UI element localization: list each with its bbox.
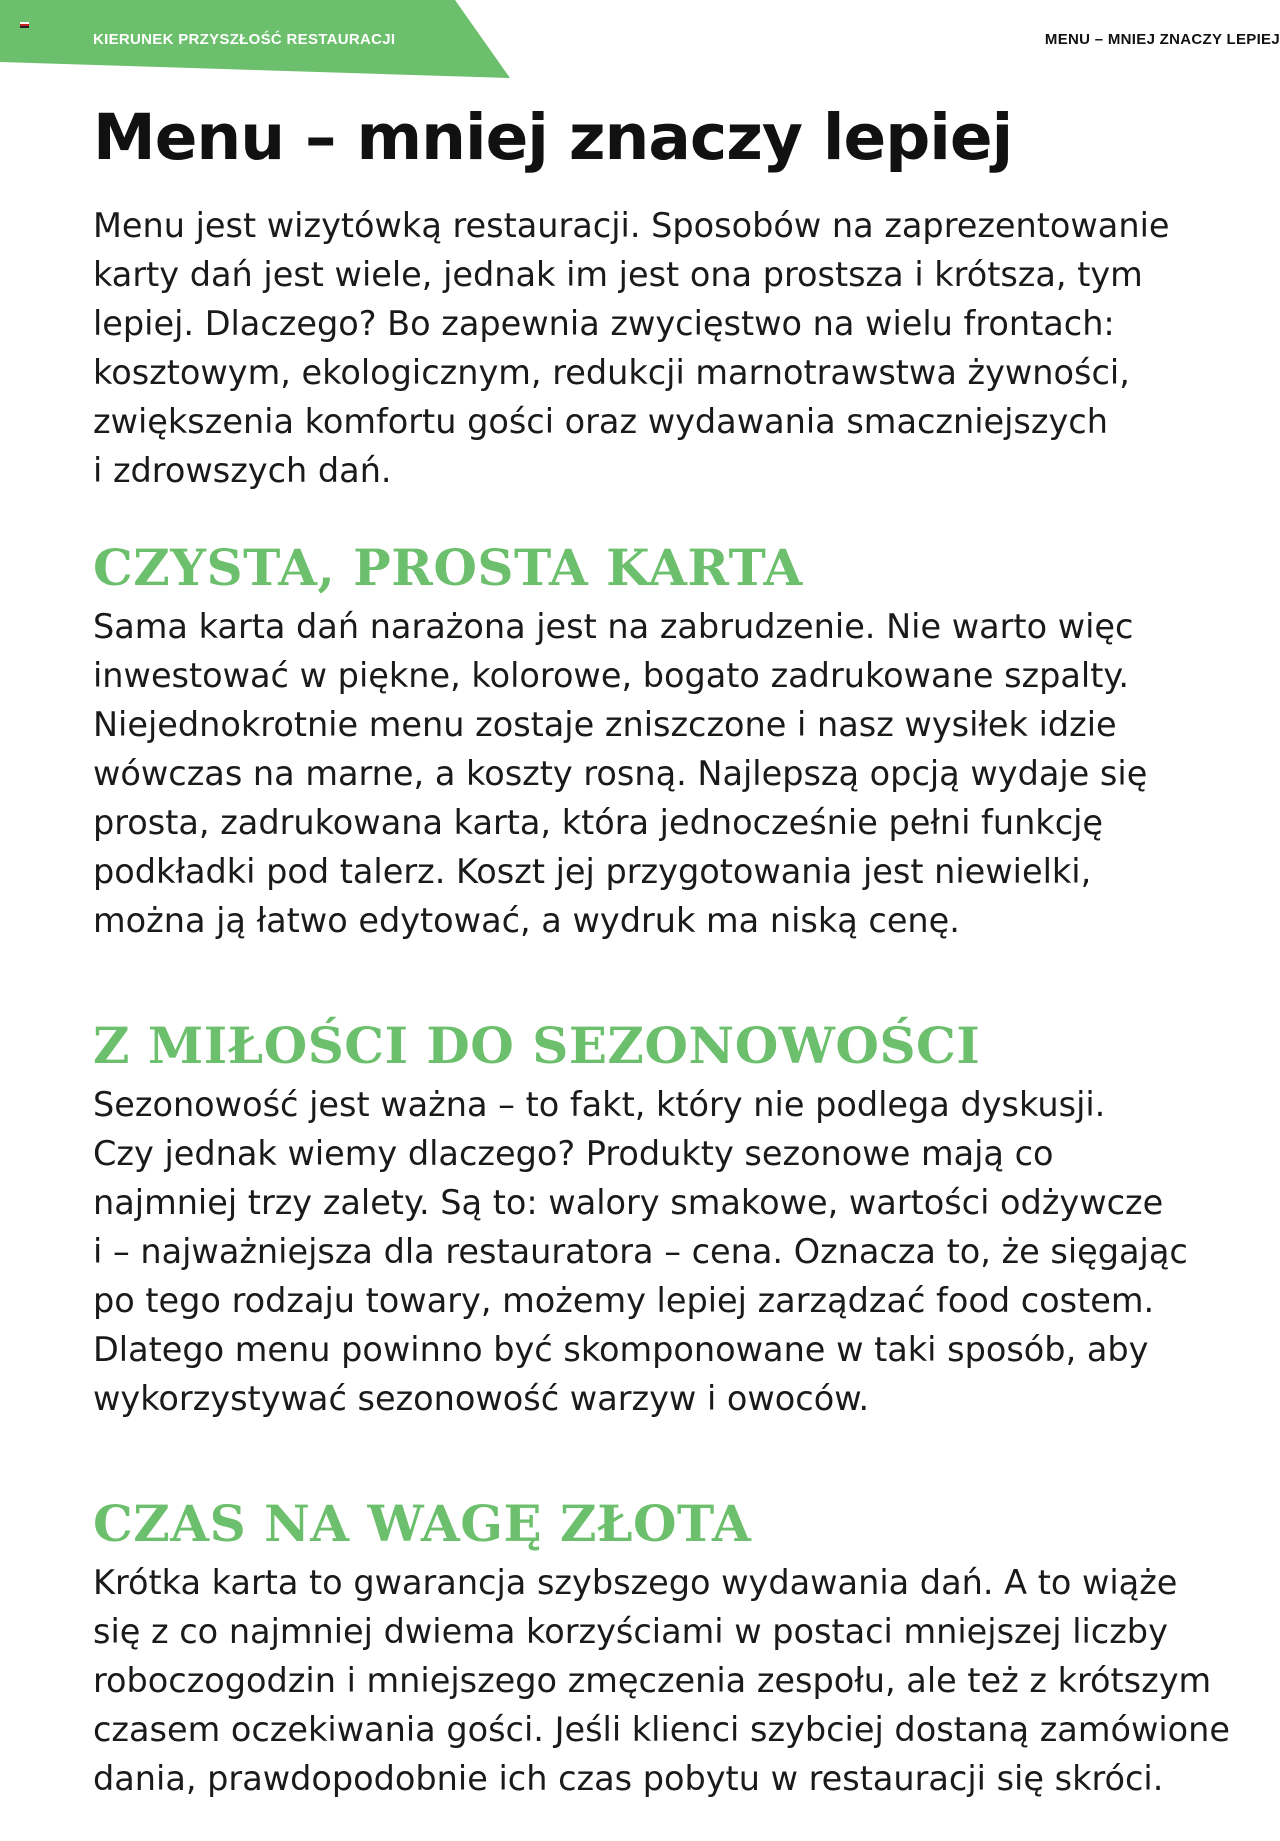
flag-icon xyxy=(20,22,29,28)
article xyxy=(93,98,1273,1803)
section-heading-time: CZAS NA WAGĘ ZŁOTA xyxy=(93,1494,752,1553)
section-body-seasonality: Sezonowość jest ważna – to fakt, który nie podlega dyskusji. Czy jednak wiemy dlaczego? Produkty sezonowe mają co najmniej trzy zalety. Są to: walory smakowe, wartości odżywcze i – najważniejsza dla restauratora – cena. Oznacza to, że sięgając po tego rodzaju towary, możemy lepiej zarządzać food costem. Dlatego menu powinno być skomponowane w taki sposób, aby wykorzystywać sezonowość warzyw i owoców. xyxy=(93,1085,1188,1418)
header-section-label: KIERUNEK PRZYSZŁOŚĆ RESTAURACJI xyxy=(93,31,396,48)
page-title: Menu – mniej znaczy lepiej xyxy=(93,101,1013,174)
section-heading-clean-menu: CZYSTA, PROSTA KARTA xyxy=(93,538,803,597)
section-body-clean-menu: Sama karta dań narażona jest na zabrudzenie. Nie warto więc inwestować w piękne, kolorowe, bogato zadrukowane szpalty. Niejednokrotnie menu zostaje zniszczone i nasz wysiłek idzie wówczas na marne, a koszty rosną. Najlepszą opcją wydaje się prosta, zadrukowana karta, która jednocześnie pełni funkcję podkładki pod talerz. Koszt jej przygotowania jest niewielki, można ją łatwo edytować, a wydruk ma niską cenę. xyxy=(93,607,1148,940)
section-body-time: Krótka karta to gwarancja szybszego wydawania dań. A to wiąże się z co najmniej dwiema korzyściami w postaci mniejszej liczby roboczogodzin i mniejszego zmęczenia zespołu, ale też z krótszym czasem oczekiwania gości. Jeśli klienci szybciej dostaną zamówione dania, prawdopodobnie ich czas pobytu w restauracji się skróci. xyxy=(93,1563,1231,1798)
intro-paragraph: Menu jest wizytówką restauracji. Sposobów na zaprezentowanie karty dań jest wiele, jednak im jest ona prostsza i krótsza, tym lepiej. Dlaczego? Bo zapewnia zwycięstwo na wielu frontach: kosztowym, ekologicznym, redukcji marnotrawstwa żywności, zwiększenia komfortu gości oraz wydawania smaczniejszych i zdrowszych dań. xyxy=(93,206,1170,490)
section-heading-seasonality: Z MIŁOŚCI DO SEZONOWOŚCI xyxy=(93,1016,981,1075)
header-running-title: MENU – MNIEJ ZNACZY LEPIEJ xyxy=(1044,31,1280,48)
